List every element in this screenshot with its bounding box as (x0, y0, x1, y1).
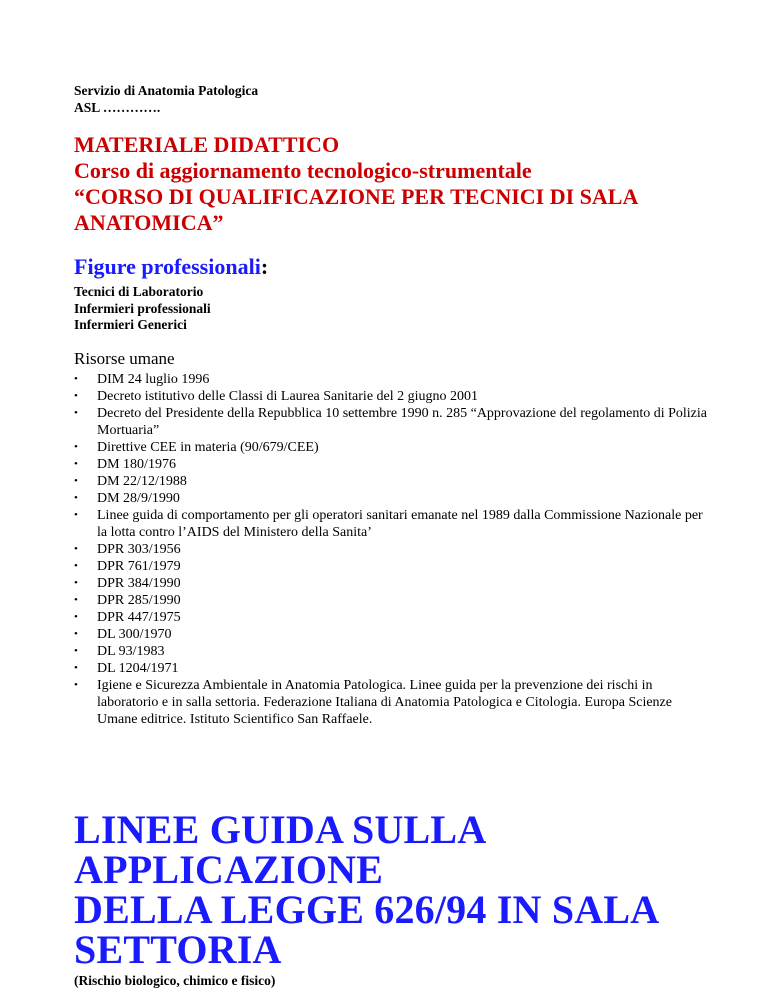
material-title: MATERIALE DIDATTICO (74, 132, 340, 157)
list-item-text: DM 22/12/1988 (97, 473, 187, 489)
list-item-text: DL 93/1983 (97, 643, 165, 659)
document-page (74, 82, 714, 989)
list-item-text: DM 180/1976 (97, 456, 176, 472)
list-item-text: DM 28/9/1990 (97, 490, 180, 506)
list-item-text: DIM 24 luglio 1996 (97, 371, 210, 387)
list-item (74, 592, 714, 609)
list-item (74, 456, 714, 473)
list-item (74, 541, 714, 558)
bullet-icon: • (74, 440, 78, 453)
bullet-icon: • (74, 491, 78, 504)
list-item (74, 643, 714, 660)
section-title (74, 806, 714, 972)
figure-item: Infermieri professionali (74, 300, 211, 316)
bullet-icon: • (74, 457, 78, 470)
list-item (74, 405, 714, 439)
list-item (74, 660, 714, 677)
section-title-line3: SETTORIA (74, 926, 282, 972)
bullet-icon: • (74, 678, 78, 691)
course-name-line2: ANATOMICA” (74, 210, 224, 235)
course-subtitle: Corso di aggiornamento tecnologico-strumentale (74, 158, 532, 183)
bullet-icon: • (74, 406, 78, 419)
document-header (74, 82, 714, 116)
list-item-text: Direttive CEE in materia (90/679/CEE) (97, 439, 319, 455)
bullet-icon: • (74, 576, 78, 589)
bullet-icon: • (74, 610, 78, 623)
section-subtitle: (Rischio biologico, chimico e fisico) (74, 972, 276, 988)
list-item (74, 439, 714, 456)
bullet-icon: • (74, 542, 78, 555)
bullet-icon: • (74, 627, 78, 640)
bullet-icon: • (74, 559, 78, 572)
list-item-text: Igiene e Sicurezza Ambientale in Anatomia Patologica. Linee guida per la prevenzione dei rischi in laboratorio e in salla settoria. Federazione Italiana di Anatomia Patologica e Citologia. Europa Scienze Umane editrice. Istituto Scientifico San Raffaele. (97, 677, 672, 727)
list-item (74, 490, 714, 507)
list-item (74, 371, 714, 388)
course-name-line1: “CORSO DI QUALIFICAZIONE PER TECNICI DI SALA (74, 184, 639, 209)
list-item-text: DPR 303/1956 (97, 541, 181, 557)
asl-name: ASL …………. (74, 100, 161, 115)
list-item (74, 388, 714, 405)
course-intro (74, 132, 714, 236)
section-title-line1: LINEE GUIDA SULLA APPLICAZIONE (74, 806, 485, 892)
resources-list (74, 371, 714, 728)
figure-item: Infermieri Generici (74, 317, 187, 332)
resources-heading: Risorse umane (74, 348, 175, 368)
list-item-text: DL 1204/1971 (97, 660, 179, 676)
bullet-icon: • (74, 389, 78, 402)
figures-heading-text: Figure professionali (74, 254, 261, 279)
figures-list (74, 284, 714, 334)
list-item (74, 507, 714, 541)
list-item (74, 677, 714, 728)
list-item-text: Linee guida di comportamento per gli operatori sanitari emanate nel 1989 dalla Commissione Nazionale per la lotta contro l’AIDS del Ministero della Sanita’ (97, 507, 703, 540)
list-item-text: DPR 384/1990 (97, 575, 181, 591)
bullet-icon: • (74, 508, 78, 521)
list-item-text: DPR 761/1979 (97, 558, 181, 574)
list-item (74, 558, 714, 575)
list-item-text: DPR 447/1975 (97, 609, 181, 625)
section-title-line2: DELLA LEGGE 626/94 IN SALA (74, 886, 660, 932)
list-item-text: DL 300/1970 (97, 626, 172, 642)
list-item-text: DPR 285/1990 (97, 592, 181, 608)
department-name: Servizio di Anatomia Patologica (74, 83, 259, 98)
list-item (74, 609, 714, 626)
figures-heading-colon: : (260, 254, 269, 279)
bullet-icon: • (74, 372, 78, 385)
list-item (74, 575, 714, 592)
list-item-text: Decreto istitutivo delle Classi di Laurea Sanitarie del 2 giugno 2001 (97, 388, 479, 404)
bullet-icon: • (74, 661, 78, 674)
bullet-icon: • (74, 474, 78, 487)
list-item-text: Decreto del Presidente della Repubblica 10 settembre 1990 n. 285 “Approvazione del regolamento di Polizia Mortuaria” (97, 405, 707, 438)
list-item (74, 626, 714, 643)
bullet-icon: • (74, 644, 78, 657)
bullet-icon: • (74, 593, 78, 606)
figure-item: Tecnici di Laboratorio (74, 284, 204, 299)
figures-heading (74, 254, 714, 280)
list-item (74, 473, 714, 490)
